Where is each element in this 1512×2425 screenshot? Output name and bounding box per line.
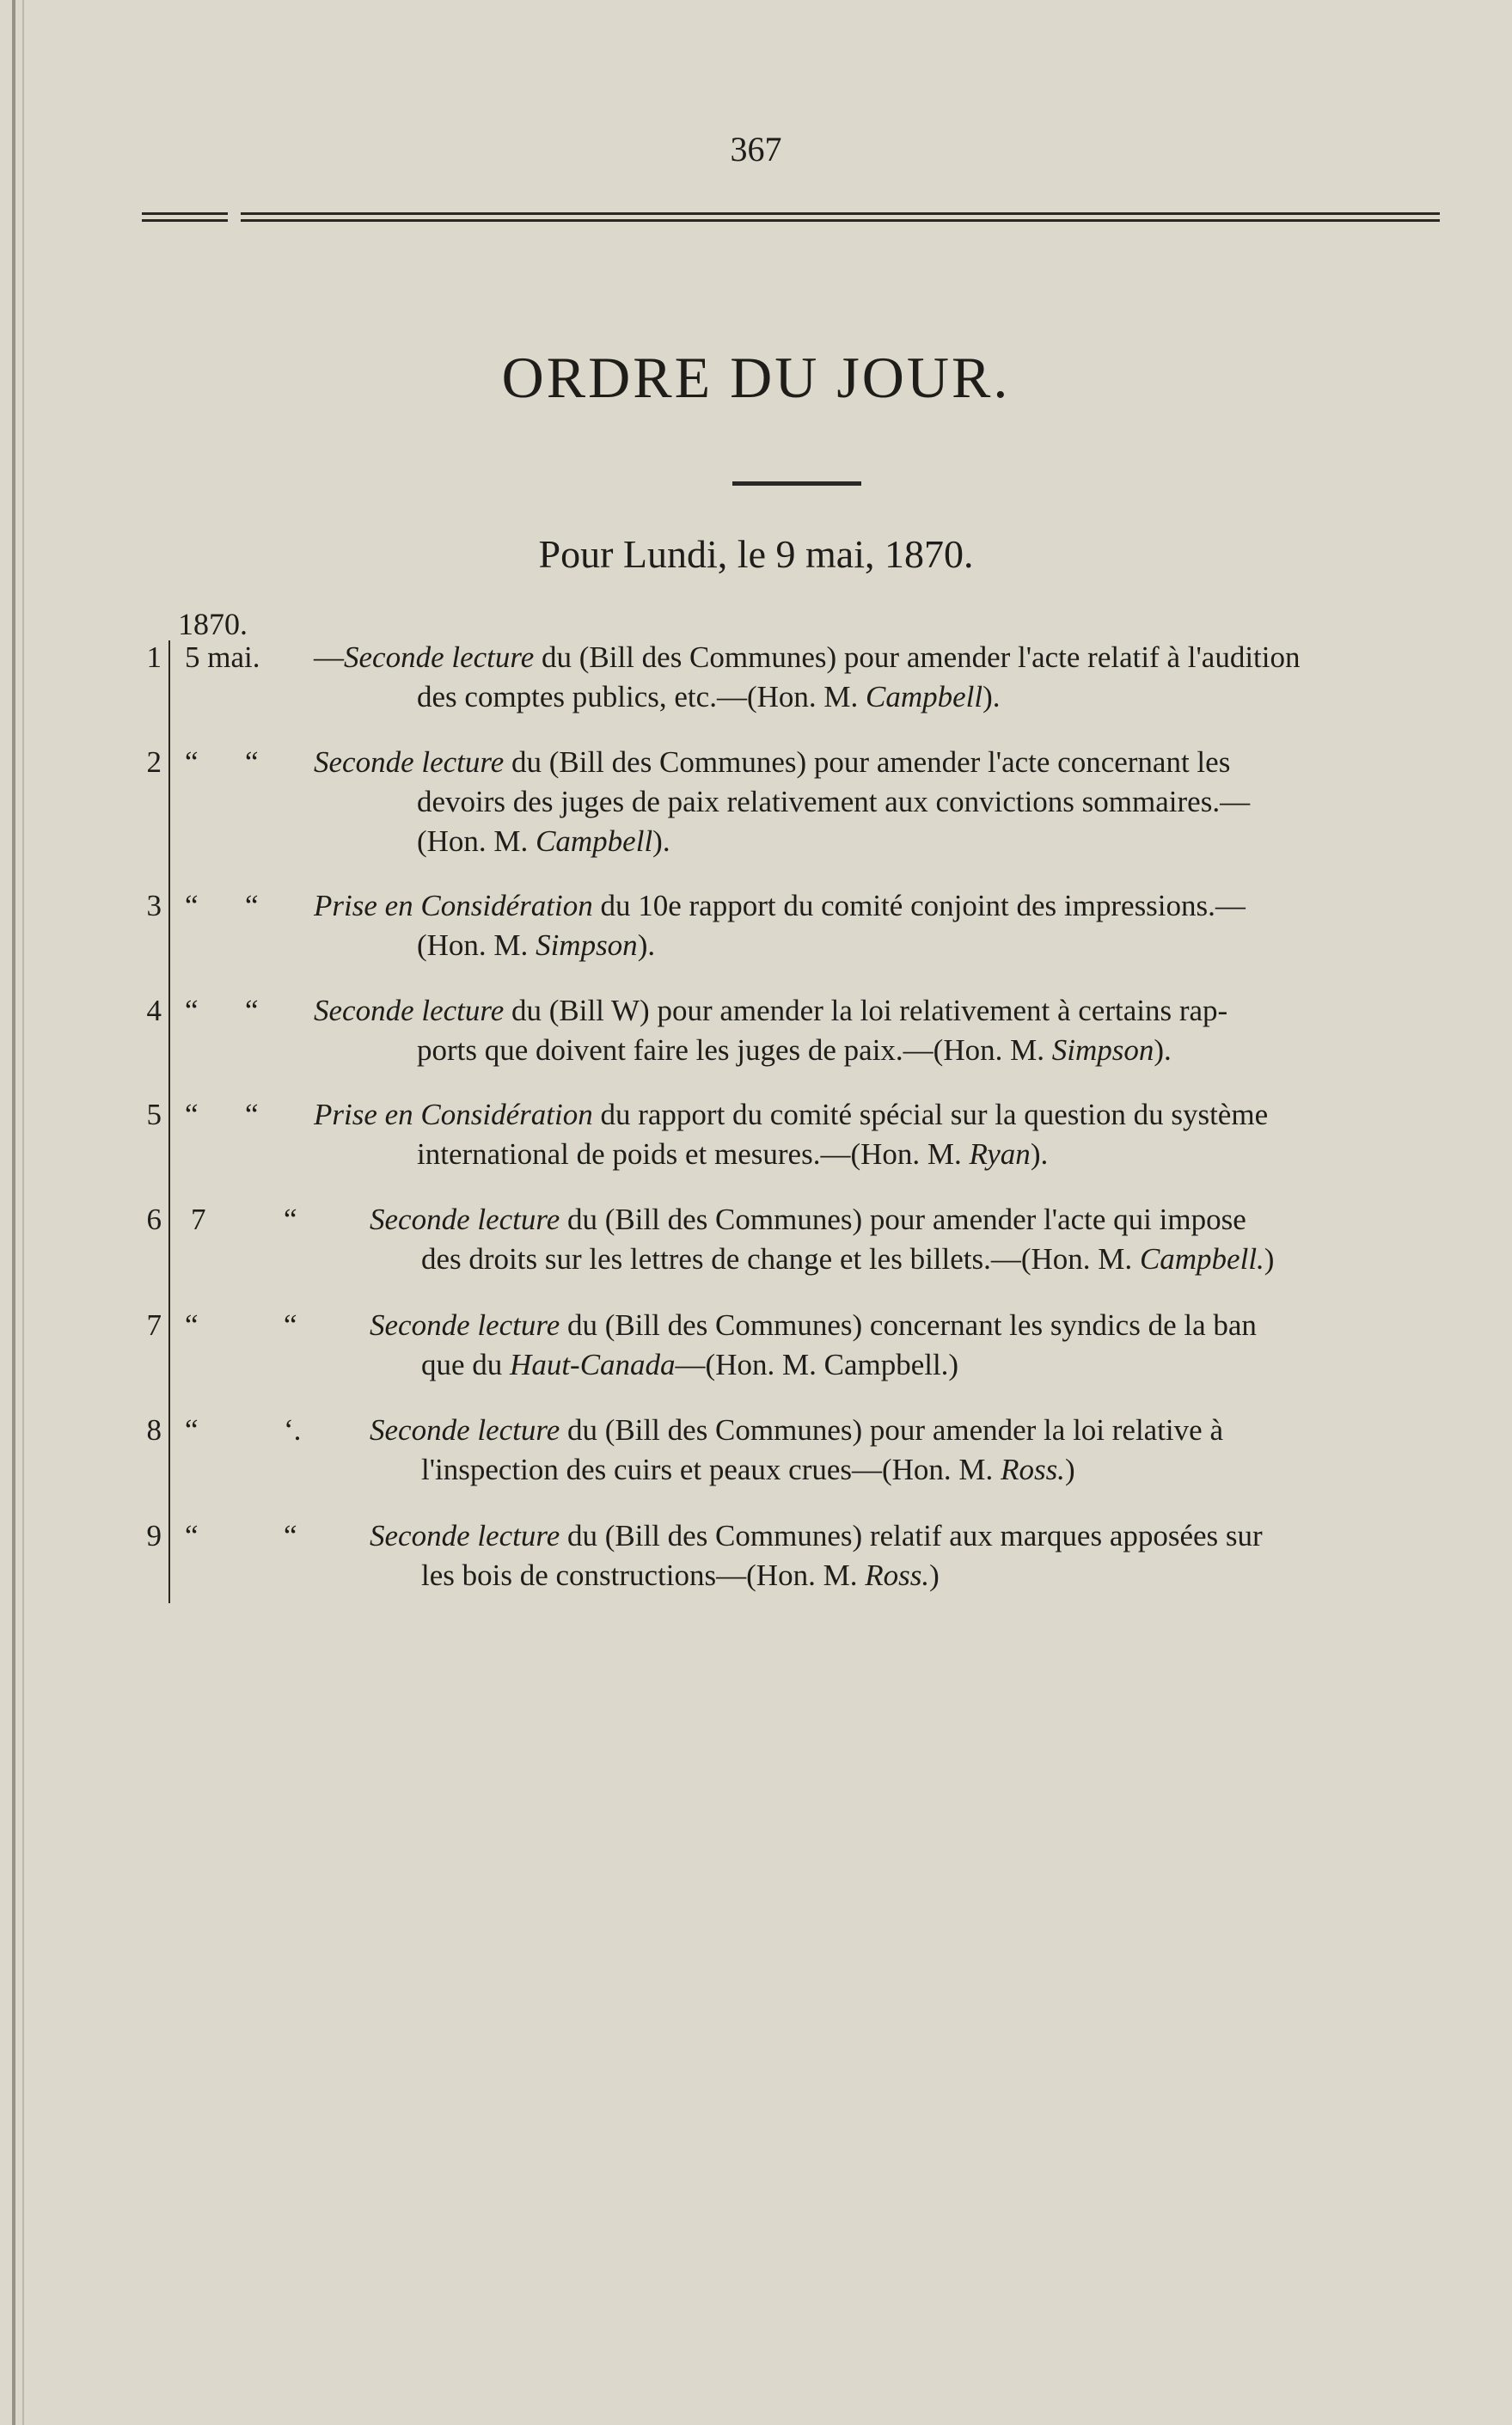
entry-number: 2: [146, 745, 162, 779]
entry-text: Prise en Considération du 10e rapport du comité conjoint des impressions.— (Hon. M. Simpson).: [314, 889, 1246, 962]
page-subtitle: Pour Lundi, le 9 mai, 1870.: [538, 532, 974, 576]
year-heading: 1870.: [178, 607, 248, 641]
motion-type: Seconde lecture: [314, 745, 505, 779]
ditto-mark: “: [185, 889, 199, 922]
motion-type: Seconde lecture: [344, 640, 535, 674]
entry-number: 3: [146, 889, 162, 922]
header-double-rule: [142, 211, 1440, 228]
ditto-mark: “: [284, 1203, 297, 1236]
entry-number: 6: [146, 1203, 162, 1236]
entry-number: 4: [146, 994, 162, 1027]
motion-type: Seconde lecture: [370, 1519, 560, 1552]
page-title: ORDRE DU JOUR.: [501, 345, 1011, 410]
date-day: 7: [191, 1203, 206, 1236]
entry-text: Seconde lecture du (Bill des Communes) pour amender l'acte concernant les devoirs des juges de paix relativement aux convictions sommaires.— (Hon. M. Campbell).: [314, 745, 1251, 858]
ditto-mark: “: [245, 745, 259, 779]
ditto-mark: “: [185, 1308, 199, 1342]
entry-text: Seconde lecture du (Bill des Communes) concernant les syndics de la ban que du Haut-Canada—(Hon. M. Campbell.): [370, 1308, 1257, 1381]
entry-number: 5: [146, 1098, 162, 1131]
ditto-mark: “: [185, 745, 199, 779]
ditto-mark: “: [185, 994, 199, 1027]
ditto-mark: “: [245, 994, 259, 1027]
motion-type: Seconde lecture: [314, 994, 505, 1027]
entry-date: 5 mai.: [185, 640, 260, 674]
ditto-mark: ‘.: [284, 1413, 302, 1447]
entry-number: 9: [146, 1519, 162, 1552]
title-underline-rule: [732, 481, 861, 486]
page-number: 367: [730, 130, 782, 168]
ditto-mark: “: [245, 1098, 259, 1131]
margin-vertical-rule: [168, 640, 170, 1603]
ditto-mark: “: [284, 1308, 297, 1342]
entry-number: 7: [146, 1308, 162, 1342]
ditto-mark: “: [185, 1519, 199, 1552]
ditto-mark: “: [185, 1413, 199, 1447]
entry-text: Prise en Considération du rapport du comité spécial sur la question du système international de poids et mesures.—(Hon. M. Ryan).: [314, 1098, 1269, 1171]
entry-text: Seconde lecture du (Bill des Communes) pour amender l'acte qui impose des droits sur les lettres de change et les billets.—(Hon. M. Campbell.): [370, 1203, 1275, 1276]
entry-text: Seconde lecture du (Bill W) pour amender la loi relativement à certains rap- ports que doivent faire les juges de paix.—(Hon. M. Simpson).: [314, 994, 1228, 1067]
entry-number: 1: [146, 640, 162, 674]
motion-type: Seconde lecture: [370, 1203, 560, 1236]
motion-type: Seconde lecture: [370, 1308, 560, 1342]
ditto-mark: “: [185, 1098, 199, 1131]
entry-text: Seconde lecture du (Bill des Communes) pour amender la loi relative à l'inspection des cuirs et peaux crues—(Hon. M. Ross.): [370, 1413, 1223, 1486]
motion-type: Prise en Considération: [314, 889, 593, 922]
motion-type: Prise en Considération: [314, 1098, 593, 1131]
entry-number: 8: [146, 1413, 162, 1447]
entry-text: —Seconde lecture du (Bill des Communes) pour amender l'acte relatif à l'audition des comptes publics, etc.—(Hon. M. Campbell).: [314, 640, 1301, 713]
entry-text: Seconde lecture du (Bill des Communes) relatif aux marques apposées sur les bois de constructions—(Hon. M. Ross.): [370, 1519, 1263, 1592]
motion-type: Seconde lecture: [370, 1413, 560, 1447]
ditto-mark: “: [245, 889, 259, 922]
ditto-mark: “: [284, 1519, 297, 1552]
